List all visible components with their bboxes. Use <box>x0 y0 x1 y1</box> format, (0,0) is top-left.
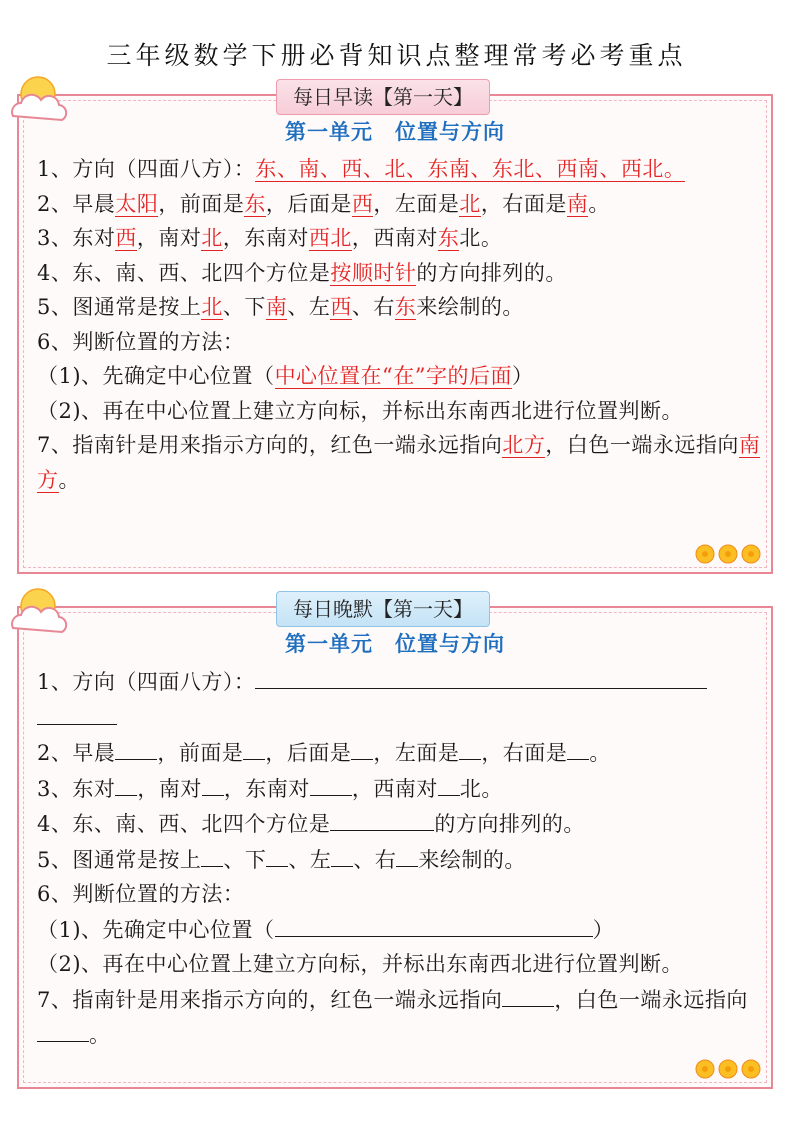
answer-blank[interactable] <box>255 664 707 689</box>
item-7 <box>37 428 761 497</box>
text: 2、早晨 <box>37 191 116 216</box>
text: 、左 <box>288 847 332 872</box>
answer-blank[interactable] <box>201 842 223 867</box>
answer: 东、南、西、北、东南、东北、西南、西北。 <box>255 157 686 181</box>
text: 北。 <box>459 776 503 801</box>
item-6-1 <box>37 359 761 394</box>
answer: 中心位置在“在”字的后面 <box>274 364 513 388</box>
text: 3、东对 <box>37 226 116 250</box>
flower-decoration-icon <box>693 1057 763 1081</box>
answer: 西 <box>330 295 352 319</box>
answer: 太阳 <box>115 191 159 216</box>
answer-blank[interactable] <box>310 771 352 796</box>
unit-title: 第一单元 位置与方向 <box>285 632 505 656</box>
answer: 西北 <box>308 226 352 250</box>
answer: 西 <box>115 226 137 250</box>
text: ，右面是 <box>481 741 568 765</box>
text: 来绘制的。 <box>416 295 524 319</box>
answer-blank[interactable] <box>396 842 418 867</box>
item-6-2: （2)、再在中心位置上建立方向标，并标出东南西北进行位置判断。 <box>37 398 684 423</box>
item-2 <box>37 735 761 771</box>
evening-recite-card <box>17 597 773 1089</box>
text: 、下 <box>222 295 266 319</box>
text: 7、指南针是用来指示方向的，红色一端永远指向 <box>37 433 503 457</box>
text: 的方向排列的。 <box>416 260 567 285</box>
item-1 <box>37 152 761 187</box>
flower-decoration-icon <box>693 542 763 566</box>
answer-blank[interactable] <box>37 700 117 725</box>
text: 、下 <box>223 847 267 872</box>
tab-evening-recite: 每日晚默【第一天】 <box>276 591 490 627</box>
item-5 <box>37 290 761 325</box>
text: ，东南对 <box>223 776 310 801</box>
text: 、右 <box>353 847 397 872</box>
answer-blank[interactable] <box>37 1017 89 1042</box>
item-6-2: （2)、再在中心位置上建立方向标，并标出东南西北进行位置判断。 <box>37 952 684 976</box>
answer: 东 <box>437 226 460 250</box>
text: 1、方向（四面八方）： <box>37 670 256 694</box>
item-1-cont <box>37 700 761 736</box>
item-3 <box>37 771 761 807</box>
sun-cloud-icon <box>5 70 71 128</box>
text: 、左 <box>287 295 331 319</box>
answer-blank[interactable] <box>438 771 460 796</box>
text: 的方向排列的。 <box>434 812 585 836</box>
text: ） <box>592 917 615 942</box>
answer: 北 <box>201 295 223 319</box>
answer: 南方 <box>37 433 761 492</box>
answer-blank[interactable] <box>243 735 265 760</box>
answer: 北 <box>201 226 223 250</box>
text: 、右 <box>351 295 395 319</box>
unit-title: 第一单元 位置与方向 <box>285 120 505 144</box>
item-4 <box>37 256 761 291</box>
text: ，白色一端永远指向 <box>554 987 748 1012</box>
answer: 北方 <box>502 433 546 457</box>
item-2 <box>37 187 761 222</box>
answer-blank[interactable] <box>331 842 353 867</box>
item-6: 6、判断位置的方法： <box>37 882 245 906</box>
text: （1)、先确定中心位置（ <box>37 917 275 942</box>
text: ，南对 <box>136 226 202 250</box>
text: 。 <box>89 1023 111 1047</box>
text: 5、图通常是按上 <box>37 847 202 872</box>
text: 3、东对 <box>37 776 116 801</box>
item-7 <box>37 982 761 1053</box>
answer-blank[interactable] <box>502 982 554 1007</box>
item-5 <box>37 842 761 878</box>
text: 7、指南针是用来指示方向的，红色一端永远指向 <box>37 987 503 1012</box>
item-6-1 <box>37 912 761 948</box>
text: ，左面是 <box>373 741 460 765</box>
morning-reading-card <box>17 85 773 574</box>
answer-blank[interactable] <box>202 771 224 796</box>
text: 北。 <box>459 226 503 250</box>
answer: 南 <box>566 191 589 216</box>
text: 4、东、南、西、北四个方位是 <box>37 812 331 836</box>
item-1 <box>37 664 761 700</box>
answer: 北 <box>459 191 481 216</box>
item-3 <box>37 221 761 256</box>
answer-blank[interactable] <box>115 735 157 760</box>
text: ，前面是 <box>157 741 244 765</box>
text: 2、早晨 <box>37 741 116 765</box>
text: 。 <box>58 467 80 492</box>
answer: 西 <box>351 191 374 216</box>
text: 。 <box>589 741 611 765</box>
text: ，前面是 <box>158 191 245 216</box>
text: ，南对 <box>137 776 202 801</box>
answer-blank[interactable] <box>275 912 593 937</box>
item-6: 6、判断位置的方法： <box>37 329 245 354</box>
item-4 <box>37 806 761 842</box>
text: ，后面是 <box>265 741 352 765</box>
answer-blank[interactable] <box>459 735 481 760</box>
answer: 按顺时针 <box>330 260 417 285</box>
answer: 东 <box>244 191 266 216</box>
text: ，东南对 <box>222 226 309 250</box>
text: 4、东、南、西、北四个方位是 <box>37 260 331 285</box>
sun-cloud-icon <box>5 582 71 640</box>
answer-blank[interactable] <box>115 771 137 796</box>
answer-blank[interactable] <box>351 735 373 760</box>
text: 。 <box>588 191 610 216</box>
text: ，左面是 <box>373 191 460 216</box>
answer: 南 <box>265 295 288 319</box>
text: ，右面是 <box>480 191 567 216</box>
item-1-text: 1、方向（四面八方）： <box>37 157 256 181</box>
text: ，后面是 <box>265 191 352 216</box>
tab-morning-reading: 每日早读【第一天】 <box>276 79 490 115</box>
text: （1)、先确定中心位置（ <box>37 364 275 388</box>
text: 来绘制的。 <box>418 847 526 872</box>
page-title: 三年级数学下册必背知识点整理常考必考重点 <box>106 41 687 70</box>
text: ，西南对 <box>351 226 438 250</box>
text: ，白色一端永远指向 <box>545 433 739 457</box>
text: ，西南对 <box>351 776 438 801</box>
text: ） <box>512 364 534 388</box>
answer: 东 <box>394 295 417 319</box>
answer-blank[interactable] <box>567 735 589 760</box>
recite-content <box>37 664 761 1053</box>
reading-content <box>37 152 761 497</box>
answer-blank[interactable] <box>266 842 288 867</box>
text: 5、图通常是按上 <box>37 295 202 319</box>
answer-blank[interactable] <box>330 806 434 831</box>
